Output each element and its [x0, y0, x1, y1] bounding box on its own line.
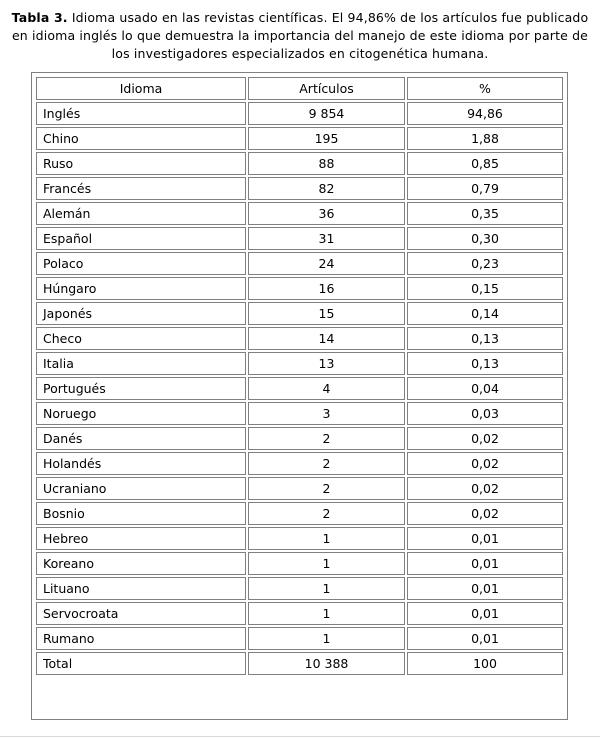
cell-percent: 0,01: [407, 602, 563, 625]
table-row: [36, 327, 563, 350]
cell-idioma: Polaco: [36, 252, 246, 275]
bottom-divider: [0, 736, 600, 737]
caption-text: Idioma usado en las revistas científicas. El 94,86% de los artículos fue publicado en idioma inglés lo que demuestra la importancia del manejo de este idioma por parte de los investigadores especializados en citogenética humana.: [11, 10, 589, 61]
cell-idioma: Ruso: [36, 152, 246, 175]
table-row: [36, 402, 563, 425]
table-row: [36, 177, 563, 200]
cell-percent: 0,02: [407, 452, 563, 475]
table-row: [36, 527, 563, 550]
table-header-row: [36, 77, 563, 100]
table-row: [36, 627, 563, 650]
cell-idioma: Danés: [36, 427, 246, 450]
cell-idioma: Rumano: [36, 627, 246, 650]
cell-percent: 0,01: [407, 627, 563, 650]
cell-total-articulos: 10 388: [248, 652, 405, 675]
cell-percent: 0,79: [407, 177, 563, 200]
table-caption: [6, 9, 594, 63]
cell-total-label: Total: [36, 652, 246, 675]
table-frame: [31, 72, 568, 720]
cell-percent: 94,86: [407, 102, 563, 125]
cell-articulos: 24: [248, 252, 405, 275]
cell-articulos: 88: [248, 152, 405, 175]
cell-percent: 0,13: [407, 327, 563, 350]
cell-percent: 0,85: [407, 152, 563, 175]
cell-articulos: 1: [248, 627, 405, 650]
cell-total-percent: 100: [407, 652, 563, 675]
table-row: [36, 477, 563, 500]
cell-articulos: 195: [248, 127, 405, 150]
cell-percent: 0,23: [407, 252, 563, 275]
cell-articulos: 2: [248, 452, 405, 475]
header-idioma: Idioma: [36, 77, 246, 100]
table-row: [36, 602, 563, 625]
cell-idioma: Húngaro: [36, 277, 246, 300]
cell-articulos: 15: [248, 302, 405, 325]
cell-idioma: Chino: [36, 127, 246, 150]
cell-idioma: Bosnio: [36, 502, 246, 525]
cell-articulos: 31: [248, 227, 405, 250]
cell-articulos: 36: [248, 202, 405, 225]
cell-percent: 0,30: [407, 227, 563, 250]
cell-articulos: 16: [248, 277, 405, 300]
cell-idioma: Servocroata: [36, 602, 246, 625]
cell-idioma: Francés: [36, 177, 246, 200]
table-total-row: [36, 652, 563, 675]
cell-idioma: Noruego: [36, 402, 246, 425]
table-row: [36, 127, 563, 150]
table-row: [36, 427, 563, 450]
table-row: [36, 577, 563, 600]
cell-articulos: 2: [248, 502, 405, 525]
cell-percent: 0,01: [407, 552, 563, 575]
cell-percent: 0,01: [407, 527, 563, 550]
cell-percent: 0,14: [407, 302, 563, 325]
table-row: [36, 552, 563, 575]
table-row: [36, 252, 563, 275]
table-row: [36, 502, 563, 525]
header-percent: %: [407, 77, 563, 100]
cell-idioma: Ucraniano: [36, 477, 246, 500]
cell-articulos: 13: [248, 352, 405, 375]
table-row: [36, 202, 563, 225]
cell-percent: 0,04: [407, 377, 563, 400]
cell-idioma: Portugués: [36, 377, 246, 400]
cell-idioma: Koreano: [36, 552, 246, 575]
cell-idioma: Japonés: [36, 302, 246, 325]
cell-idioma: Italia: [36, 352, 246, 375]
cell-articulos: 3: [248, 402, 405, 425]
table-row: [36, 152, 563, 175]
cell-percent: 0,13: [407, 352, 563, 375]
cell-percent: 0,01: [407, 577, 563, 600]
cell-articulos: 1: [248, 527, 405, 550]
table-row: [36, 227, 563, 250]
cell-idioma: Alemán: [36, 202, 246, 225]
cell-articulos: 14: [248, 327, 405, 350]
cell-idioma: Inglés: [36, 102, 246, 125]
cell-articulos: 1: [248, 577, 405, 600]
cell-idioma: Lituano: [36, 577, 246, 600]
cell-percent: 0,03: [407, 402, 563, 425]
table-row: [36, 452, 563, 475]
cell-articulos: 82: [248, 177, 405, 200]
cell-idioma: Hebreo: [36, 527, 246, 550]
cell-articulos: 1: [248, 552, 405, 575]
table-body: [36, 102, 563, 675]
header-articulos: Artículos: [248, 77, 405, 100]
cell-percent: 0,02: [407, 502, 563, 525]
cell-idioma: Holandés: [36, 452, 246, 475]
cell-articulos: 9 854: [248, 102, 405, 125]
table-row: [36, 302, 563, 325]
cell-percent: 0,02: [407, 477, 563, 500]
cell-percent: 0,02: [407, 427, 563, 450]
cell-idioma: Checo: [36, 327, 246, 350]
caption-label: Tabla 3.: [11, 10, 68, 25]
cell-articulos: 2: [248, 427, 405, 450]
table-row: [36, 102, 563, 125]
table-row: [36, 377, 563, 400]
cell-articulos: 1: [248, 602, 405, 625]
cell-idioma: Español: [36, 227, 246, 250]
cell-articulos: 2: [248, 477, 405, 500]
cell-percent: 0,35: [407, 202, 563, 225]
cell-articulos: 4: [248, 377, 405, 400]
cell-percent: 1,88: [407, 127, 563, 150]
table-row: [36, 277, 563, 300]
language-table: [34, 75, 565, 677]
table-row: [36, 352, 563, 375]
cell-percent: 0,15: [407, 277, 563, 300]
